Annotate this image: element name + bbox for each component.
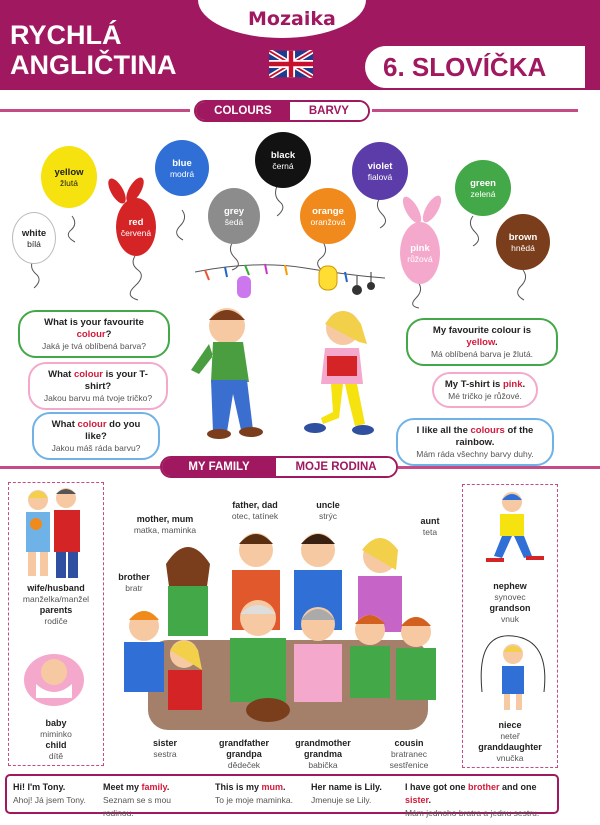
label-cz: dítě <box>48 751 64 761</box>
balloon-white <box>12 212 56 264</box>
question-cz: Jakou barvu má tvoje tričko? <box>43 393 153 403</box>
family-label-nephew-grandson <box>464 581 556 625</box>
answer-cz: Mám ráda všechny barvy duhy. <box>416 449 534 459</box>
section-label-en: MY FAMILY <box>162 458 276 476</box>
phrase-en <box>103 781 203 794</box>
label-en: wife/husband <box>27 583 85 593</box>
family-label-grandmother <box>290 738 356 771</box>
balloon-red <box>116 198 156 256</box>
label-cz: bratranec <box>391 749 427 759</box>
answer-bubble <box>406 318 558 366</box>
balloon-yellow <box>41 146 97 208</box>
family-label-baby-child <box>10 718 102 762</box>
question-bubble <box>18 310 170 358</box>
question-en <box>28 317 160 341</box>
lesson-title: 6. SLOVÍČKA <box>365 46 585 88</box>
answer-bubble <box>432 372 538 408</box>
balloon-label-cz: oranžová <box>310 216 346 227</box>
highlight: pink <box>502 379 523 390</box>
phrase-cz: Mám jednoho bratra a jednu sestru. <box>405 808 540 818</box>
balloon-label: blue <box>172 157 192 169</box>
footer-phrase <box>305 776 399 812</box>
label-cz: vnučka <box>496 753 524 763</box>
label-en: child <box>45 740 67 750</box>
label-cz: sestra <box>153 749 177 759</box>
footer-phrase <box>209 776 305 812</box>
balloon-label-cz: modrá <box>169 168 195 179</box>
text: ? <box>105 329 112 340</box>
text: of the rainbow. <box>455 425 534 448</box>
answer-cz: Má oblíbená barva je žlutá. <box>430 349 534 359</box>
balloon-label: white <box>21 227 47 239</box>
highlight: colours <box>470 425 505 436</box>
nephew-skating-illustration <box>472 490 552 574</box>
family-group-illustration <box>108 520 458 730</box>
balloon-label: brown <box>508 231 538 243</box>
divider <box>398 466 600 469</box>
colours-section-label <box>194 100 370 122</box>
question-bubble <box>28 362 168 410</box>
text: . <box>166 782 170 792</box>
label-en: grandfather <box>218 738 269 748</box>
page-title <box>10 20 176 80</box>
text: I like all the <box>416 425 471 436</box>
highlight: brother <box>468 782 500 792</box>
balloon-label: yellow <box>54 166 84 178</box>
red-balloon-ears <box>103 175 149 205</box>
balloon-grey <box>208 188 260 244</box>
highlight: family <box>141 782 167 792</box>
label-cz: manželka/manžel <box>22 594 90 604</box>
label-cz: dědeček <box>227 760 261 770</box>
question-en <box>38 369 158 393</box>
label-en: father, dad <box>232 500 278 510</box>
family-label-grandfather <box>212 738 276 771</box>
balloon-label-cz: hnědá <box>511 242 535 253</box>
text: and one <box>499 782 537 792</box>
balloon-blue <box>155 140 209 196</box>
label-en: grandmother <box>295 738 351 748</box>
phrase-en <box>215 781 299 794</box>
phrase-en: Her name is Lily. <box>311 782 382 792</box>
balloon-brown <box>496 214 550 270</box>
label-en: sister <box>152 738 178 748</box>
balloon-label-cz: šedá <box>224 216 244 227</box>
label-cz: matka, maminka <box>133 525 197 535</box>
label-cz: bratr <box>125 583 143 593</box>
phrase-cz: Jmenuje se Lily. <box>311 795 372 805</box>
footer-phrase <box>7 776 97 812</box>
text: What <box>48 369 74 380</box>
label-cz: sestřenice <box>389 760 429 770</box>
balloon-orange <box>300 188 356 244</box>
family-section-label <box>160 456 398 478</box>
pink-balloon-ears <box>398 192 446 226</box>
label-cz: rodiče <box>44 616 68 626</box>
family-label-aunt <box>414 516 446 538</box>
family-label-niece-granddaughter <box>464 720 556 764</box>
family-label-wife-husband <box>10 583 102 627</box>
text: My favourite colour is <box>432 325 532 336</box>
label-en: cousin <box>394 738 424 748</box>
divider <box>0 109 190 112</box>
highlight: colour <box>73 369 103 380</box>
label-en: niece <box>498 720 522 730</box>
answer-en <box>416 325 548 349</box>
label-cz: babička <box>308 760 338 770</box>
balloon-label: orange <box>312 205 344 217</box>
balloon-black <box>255 132 311 188</box>
highlight: mum <box>261 782 284 792</box>
label-en: nephew <box>493 581 527 591</box>
title-line-1: RYCHLÁ <box>10 20 122 50</box>
highlight: colour <box>77 419 107 430</box>
family-label-uncle <box>306 500 350 522</box>
text: What <box>51 419 78 430</box>
text: . <box>495 337 498 348</box>
baby-illustration <box>22 650 86 708</box>
balloon-label-cz: růžová <box>407 253 433 264</box>
section-label-cz: BARVY <box>290 102 368 120</box>
answer-bubble <box>396 418 554 466</box>
question-cz: Jaká je tvá oblíbená barva? <box>42 341 146 351</box>
title-line-2: ANGLIČTINA <box>10 50 177 80</box>
family-label-mother <box>128 514 202 536</box>
label-en: granddaughter <box>478 742 542 752</box>
label-en: grandpa <box>226 749 262 759</box>
uk-flag-icon <box>269 50 313 78</box>
text: What is your favourite <box>44 317 144 328</box>
label-cz: miminko <box>40 729 72 739</box>
label-en: parents <box>39 605 73 615</box>
text: is your T-shirt? <box>84 369 148 392</box>
label-en: baby <box>45 718 67 728</box>
highlight: yellow <box>466 337 496 348</box>
text: I have got one <box>405 782 469 792</box>
phrase-cz: Seznam se s mou rodinou. <box>103 795 172 818</box>
balloon-label-cz: žlutá <box>60 177 78 188</box>
dancing-children-illustration <box>185 300 395 450</box>
balloon-label: red <box>128 216 144 228</box>
section-label-cz: MOJE RODINA <box>276 458 396 476</box>
text: Meet my <box>103 782 142 792</box>
label-cz: strýc <box>319 511 337 521</box>
label-cz: teta <box>422 527 438 537</box>
label-en: uncle <box>316 500 340 510</box>
text: . <box>283 782 286 792</box>
section-label-en: COLOURS <box>196 102 290 120</box>
label-cz: synovec <box>494 592 526 602</box>
text: My T-shirt is <box>444 379 503 390</box>
label-cz: otec, tatínek <box>231 511 279 521</box>
answer-cz: Mé tričko je růžové. <box>448 391 522 401</box>
family-label-cousin <box>384 738 434 771</box>
label-cz: vnuk <box>501 614 519 624</box>
text: . <box>522 379 526 390</box>
text: . <box>428 795 432 805</box>
family-label-brother <box>112 572 156 594</box>
label-en: mother, mum <box>136 514 194 524</box>
label-cz: neteř <box>500 731 520 741</box>
balloon-label-cz: zelená <box>470 188 496 199</box>
phrase-cz: Ahoj! Já jsem Tony. <box>13 795 86 805</box>
phrase-cz: To je moje maminka. <box>215 795 293 805</box>
family-label-father <box>218 500 292 522</box>
question-cz: Jakou máš ráda barvu? <box>51 443 141 453</box>
page-header <box>0 0 600 90</box>
married-couple-illustration <box>16 486 94 582</box>
balloon-label: green <box>470 177 496 189</box>
footer-phrase <box>399 776 557 818</box>
text: do you like? <box>85 419 141 442</box>
phrase-en <box>405 781 551 807</box>
balloon-green <box>455 160 511 216</box>
balloon-pink <box>400 222 440 284</box>
label-en: grandma <box>303 749 342 759</box>
divider <box>372 109 578 112</box>
balloon-label-cz: fialová <box>367 171 393 182</box>
footer-phrases <box>5 774 559 818</box>
publisher-logo: Mozaika <box>248 8 336 30</box>
family-label-sister <box>144 738 186 760</box>
divider <box>0 466 160 469</box>
phrase-en: Hi! I'm Tony. <box>13 782 66 792</box>
balloon-label: pink <box>410 242 430 254</box>
balloon-label: grey <box>223 205 245 217</box>
answer-en <box>406 425 544 449</box>
balloon-label-cz: bílá <box>27 238 41 249</box>
balloon-label-cz: černá <box>272 160 294 171</box>
highlight: sister <box>405 795 429 805</box>
balloon-label-cz: červená <box>120 227 152 238</box>
question-bubble <box>32 412 160 460</box>
label-en: grandson <box>489 603 531 613</box>
highlight: colour <box>76 329 106 340</box>
balloon-label: black <box>270 149 296 161</box>
text: This is my <box>215 782 262 792</box>
question-en <box>42 419 150 443</box>
label-en: brother <box>118 572 150 582</box>
answer-en <box>442 379 528 391</box>
balloon-label: violet <box>367 160 393 172</box>
niece-skipping-illustration <box>476 632 550 716</box>
label-en: aunt <box>420 516 440 526</box>
footer-phrase <box>97 776 209 818</box>
